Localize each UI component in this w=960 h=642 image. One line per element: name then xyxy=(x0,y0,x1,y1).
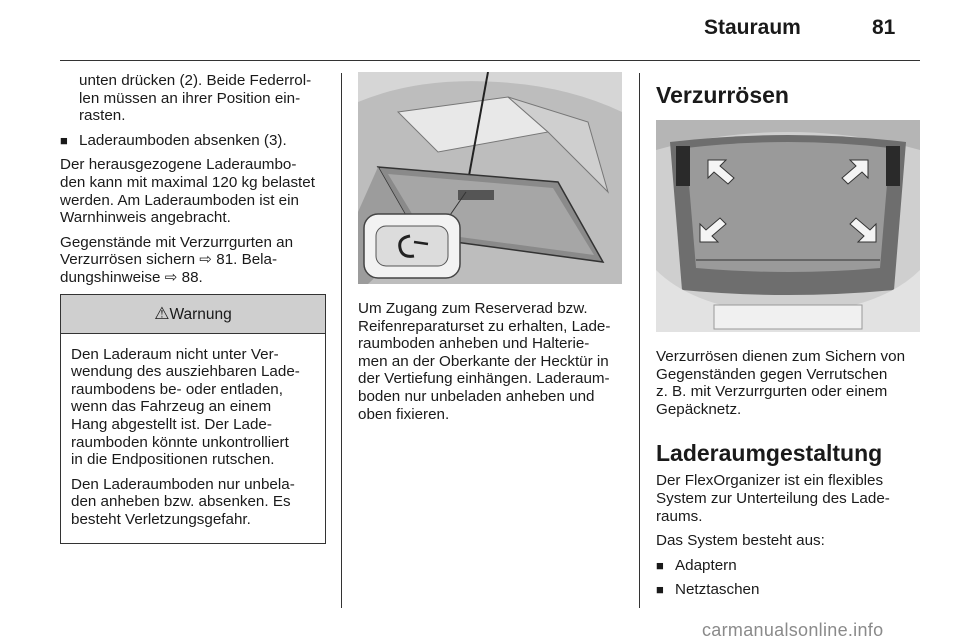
warning-header xyxy=(61,295,325,334)
column-3 xyxy=(656,72,922,606)
column-1 xyxy=(60,72,326,544)
section-heading-lashing-eyes: Verzurrösen xyxy=(656,82,789,108)
paragraph-lashing: Gegenstände mit Verzurrgurten an Verzurrösen sichern ⇨ 81. Bela- dungshinweise ⇨ 88. xyxy=(60,233,294,286)
header-rule xyxy=(60,60,920,61)
system-consists-text: Das System besteht aus: xyxy=(656,532,825,550)
flexorganizer-text: Der FlexOrganizer ist ein flexibles System zur Unterteilung des Lade- raums. xyxy=(656,472,890,525)
bullet-marker: ■ xyxy=(60,132,68,148)
warning-triangle-icon: ⚠ xyxy=(154,303,170,323)
warning-text-1: Den Laderaum nicht unter Ver- wendung des ausziehbaren Lade- raumbodens be- oder entladen, wenn das Fahrzeug an einem Hang abgestellt ist. Der Lade- raumboden könnte unkontrolliert in die Endpositionen rutschen. xyxy=(71,345,300,469)
list-item: ■ Laderaumboden absenken (3). xyxy=(60,131,287,149)
page-number: 81 xyxy=(872,16,896,39)
column-divider-1 xyxy=(341,73,342,608)
bullet-marker: ■ xyxy=(656,582,664,598)
warning-box xyxy=(60,294,326,545)
page-reference-link[interactable]: 88. xyxy=(177,268,203,286)
page-reference-arrow-icon: ⇨ xyxy=(164,268,178,286)
warning-body xyxy=(61,334,325,544)
column-divider-2 xyxy=(639,73,640,608)
list-item: ■ Netztaschen xyxy=(656,581,760,599)
page-reference-link[interactable]: 81. Bela- xyxy=(212,251,278,269)
page-reference-arrow-icon: ⇨ xyxy=(199,251,213,269)
lashing-eyes-illustration xyxy=(656,120,920,332)
section-heading-cargo-layout: Laderaumgestaltung xyxy=(656,440,883,467)
warning-title: Warnung xyxy=(169,305,232,323)
warning-text-2: Den Laderaumboden nur unbela- den anheben bzw. absenken. Es besteht Verletzungsgefahr. xyxy=(71,475,295,528)
intro-text: unten drücken (2). Beide Federrol- len müssen an ihrer Position ein- rasten. xyxy=(79,72,312,125)
list-item: ■ Adaptern xyxy=(656,556,737,574)
figure-caption: Um Zugang zum Reserverad bzw. Reifenreparaturset zu erhalten, Lade- raumboden anheben und Halterie- men an der Oberkante der Hecktür in der Vertiefung einhängen. Laderaum- boden nur unbeladen anheben und oben fixieren. xyxy=(358,300,611,423)
watermark: carmanualsonline.info xyxy=(702,620,884,640)
cargo-floor-raised-illustration xyxy=(358,72,622,284)
bullet-marker: ■ xyxy=(656,557,664,573)
paragraph-load: Der herausgezogene Laderaumbo- den kann mit maximal 120 kg belastet werden. Am Laderaumboden ist ein Warnhinweis angebracht. xyxy=(60,156,315,227)
lashing-eyes-text: Verzurrösen dienen zum Sichern von Gegenständen gegen Verrutschen z. B. mit Verzurrgurten oder einem Gepäcknetz. xyxy=(656,348,906,418)
page-header-title: Stauraum xyxy=(704,16,801,39)
column-2 xyxy=(358,72,626,430)
